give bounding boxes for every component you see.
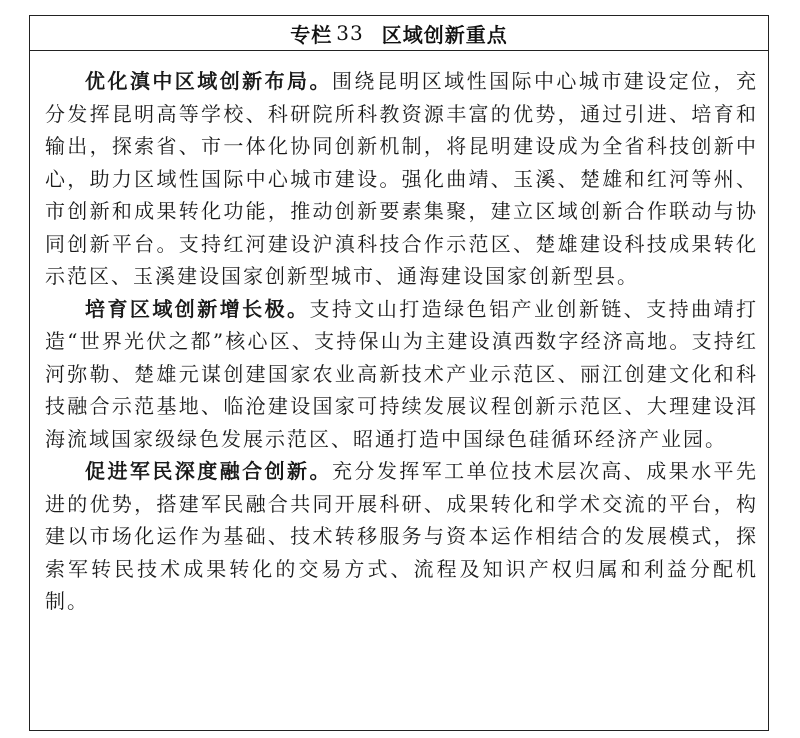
feature-box	[29, 15, 769, 731]
box-content	[30, 51, 768, 618]
paragraph-body: 充分发挥军工单位技术层次高、成果水平先进的优势，搭建军民融合共同开展科研、成果转化和学术交流的平台，构建以市场化运作为基础、技术转移服务与资本运作相结合的发展模式，探索军转民技术成果转化的交易方式、流程及知识产权归属和利益分配机制。	[45, 459, 759, 613]
box-title-prefix: 专栏	[290, 22, 333, 47]
box-title-number: 33	[336, 21, 364, 45]
paragraph-body: 支持文山打造绿色铝产业创新链、支持曲靖打造“世界光伏之都”核心区、支持保山为主建设滇西数字经济高地。支持红河弥勒、楚雄元谋创建国家农业高新技术产业示范区、丽江创建文化和科技融合示范基地、临沧建设国家可持续发展议程创新示范区、大理建设洱海流域国家级绿色发展示范区、昭通打造中国绿色硅循环经济产业园。	[45, 296, 759, 451]
paragraph-growth-poles	[45, 293, 758, 456]
paragraph-optimize-layout	[45, 65, 758, 293]
paragraph-lead: 优化滇中区域创新布局。	[85, 69, 332, 93]
paragraph-lead: 促进军民深度融合创新。	[85, 459, 332, 483]
paragraph-body: 围绕昆明区域性国际中心城市建设定位，充分发挥昆明高等学校、科研院所科教资源丰富的优势，通过引进、培育和输出，探索省、市一体化协同创新机制，将昆明建设成为全省科技创新中心，助力区域性国际中心城市建设。强化曲靖、玉溪、楚雄和红河等州、市创新和成果转化功能，推动创新要素集聚，建立区域创新合作联动与协同创新平台。支持红河建设沪滇科技合作示范区、楚雄建设科技成果转化示范区、玉溪建设国家创新型城市、通海建设国家创新型县。	[45, 69, 759, 288]
paragraph-lead: 培育区域创新增长极。	[85, 296, 310, 321]
box-title	[30, 16, 768, 51]
box-title-text: 区域创新重点	[381, 22, 508, 47]
paragraph-military-civilian	[45, 455, 758, 618]
